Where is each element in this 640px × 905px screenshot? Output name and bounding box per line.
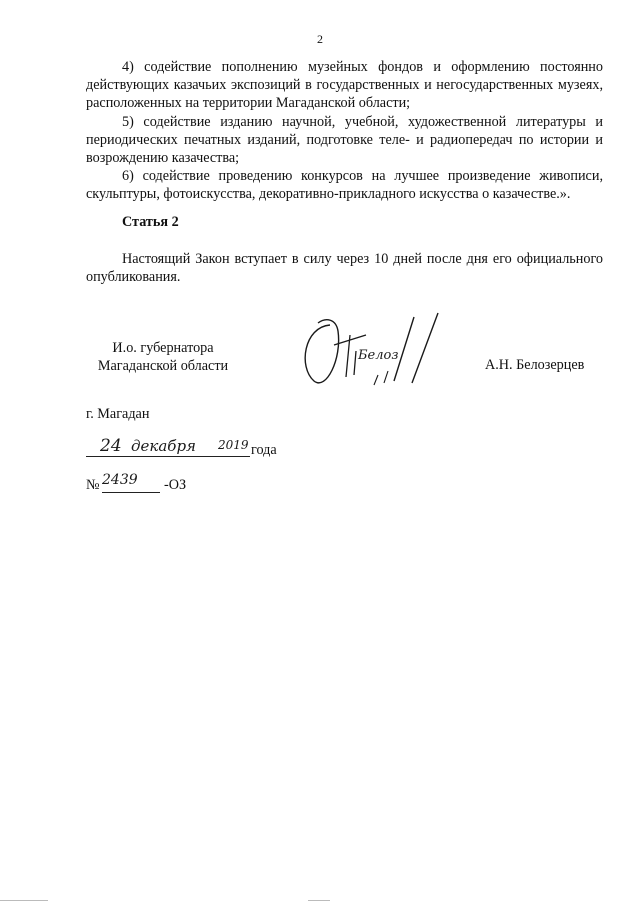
- item-6: 6) содействие проведению конкурсов на лучшее произведение живописи, скульптуры, фотоискусства, декоративно-прикладного искусства о казачестве.».: [86, 168, 603, 203]
- article-heading: Статья 2: [122, 214, 179, 230]
- signatory-title: [88, 339, 238, 375]
- date-day: 24: [100, 436, 122, 456]
- place-of-signing: г. Магадан: [86, 406, 150, 422]
- signatory-role-line-1: И.о. губернатора: [112, 340, 214, 356]
- law-number-value: 2439: [102, 472, 138, 488]
- signatory-name: А.Н. Белозерцев: [485, 357, 585, 373]
- signature-handwriting: Белоз: [358, 348, 399, 363]
- handwritten-signature: [296, 305, 446, 387]
- item-5: 5) содействие изданию научной, учебной, художественной литературы и периодических печатных изданий, подготовке теле- и радиопередач по истории и возрождению казачества;: [86, 113, 603, 167]
- article-text: Настоящий Закон вступает в силу через 10 дней после дня его официального опубликования.: [86, 251, 603, 286]
- date-year-word: года: [251, 442, 277, 458]
- scan-edge-mark-left: [0, 900, 48, 901]
- date-field: [86, 436, 250, 457]
- scan-edge-mark-center: [308, 900, 330, 901]
- amendment-items: [86, 58, 603, 204]
- date-month: декабря: [131, 437, 196, 455]
- law-number-sign: №: [86, 477, 100, 493]
- law-number-suffix: -ОЗ: [164, 477, 187, 493]
- page-number: 2: [317, 32, 323, 46]
- date-year: 2019: [218, 438, 249, 452]
- item-4: 4) содействие пополнению музейных фондов и оформлению постоянно действующих казачьих экспозиций в государственных и негосударственных музеях, расположенных на территории Магаданской области;: [86, 59, 603, 112]
- article-body: [86, 250, 603, 286]
- law-number-field: [102, 474, 160, 493]
- signatory-role-line-2: Магаданской области: [97, 358, 229, 374]
